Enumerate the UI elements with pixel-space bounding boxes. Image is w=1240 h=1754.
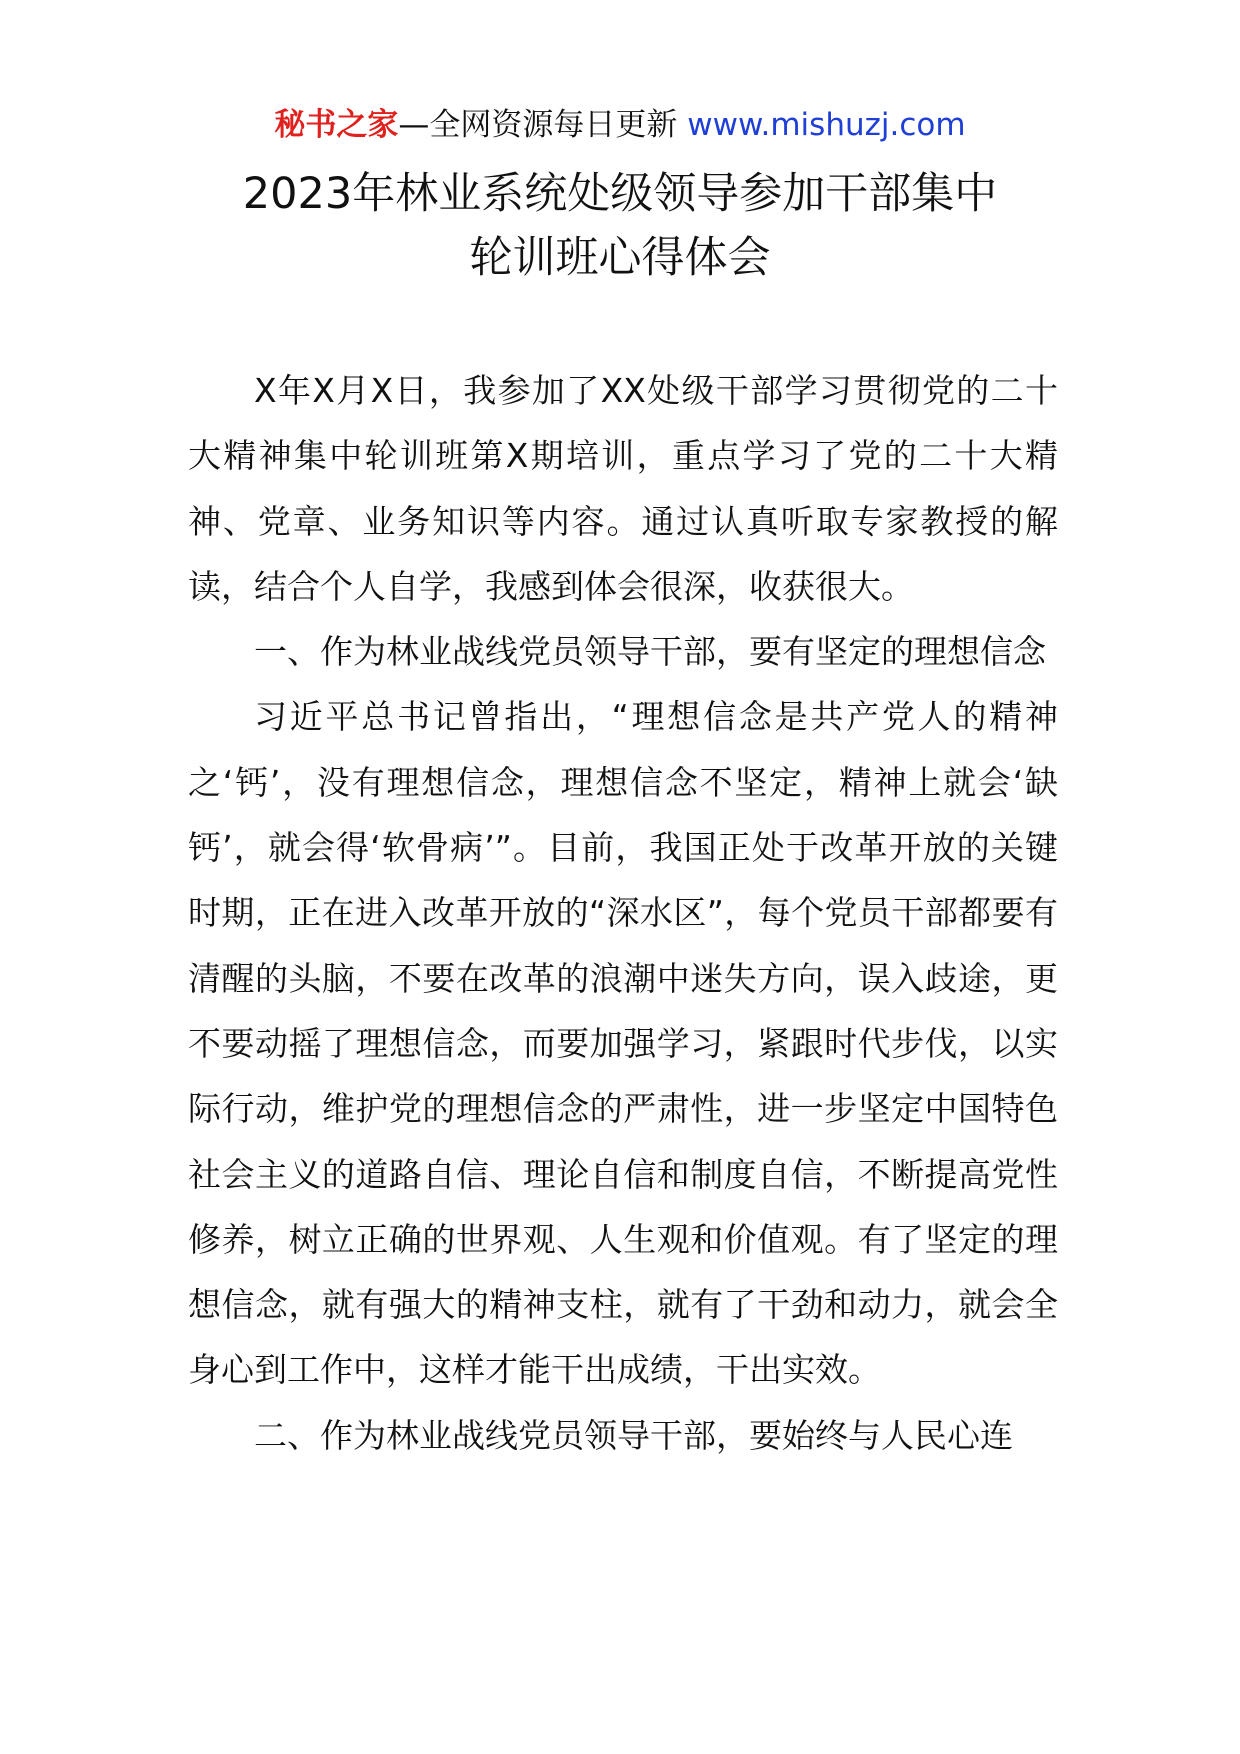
site-tagline: —全网资源每日更新 bbox=[398, 107, 688, 143]
paragraph-section-1: 习近平总书记曾指出，“理想信念是共产党人的精神之‘钙’，没有理想信念，理想信念不坚定，精神上就会‘缺钙’，就会得‘软骨病’”。目前，我国正处于改革开放的关键时期，正在进入改革开放的“深水区”，每个党员干部都要有清醒的头脑，不要在改革的浪潮中迷失方向，误入歧途，更不要动摇了理想信念，而要加强学习，紧跟时代步伐，以实际行动，维护党的理想信念的严肃性，进一步坚定中国特色社会主义的道路自信、理论自信和制度自信，不断提高党性修养，树立正确的世界观、人生观和价值观。有了坚定的理想信念，就有强大的精神支柱，就有了干劲和动力，就会全身心到工作中，这样才能干出成绩，干出实效。 bbox=[188, 697, 1058, 1390]
site-header bbox=[0, 105, 1240, 145]
section-heading-1: 一、作为林业战线党员领导干部，要有坚定的理想信念 bbox=[254, 632, 1046, 672]
site-brand: 秘书之家 bbox=[274, 107, 399, 143]
document-title-line-2: 轮训班心得体会 bbox=[469, 233, 771, 283]
paragraph-intro: X年X月X日，我参加了XX处级干部学习贯彻党的二十大精神集中轮训班第X期培训，重点学习了党的二十大精神、党章、业务知识等内容。通过认真听取专家教授的解读，结合个人自学，我感到体会很深，收获很大。 bbox=[188, 371, 1058, 606]
document-body bbox=[188, 358, 1058, 1468]
site-url-link[interactable]: www.mishuzj.com bbox=[687, 107, 966, 143]
section-heading-2: 二、作为林业战线党员领导干部，要始终与人民心连 bbox=[254, 1415, 1013, 1455]
document-title bbox=[150, 162, 1090, 290]
document-title-line-1: 2023年林业系统处级领导参加干部集中 bbox=[242, 169, 998, 219]
